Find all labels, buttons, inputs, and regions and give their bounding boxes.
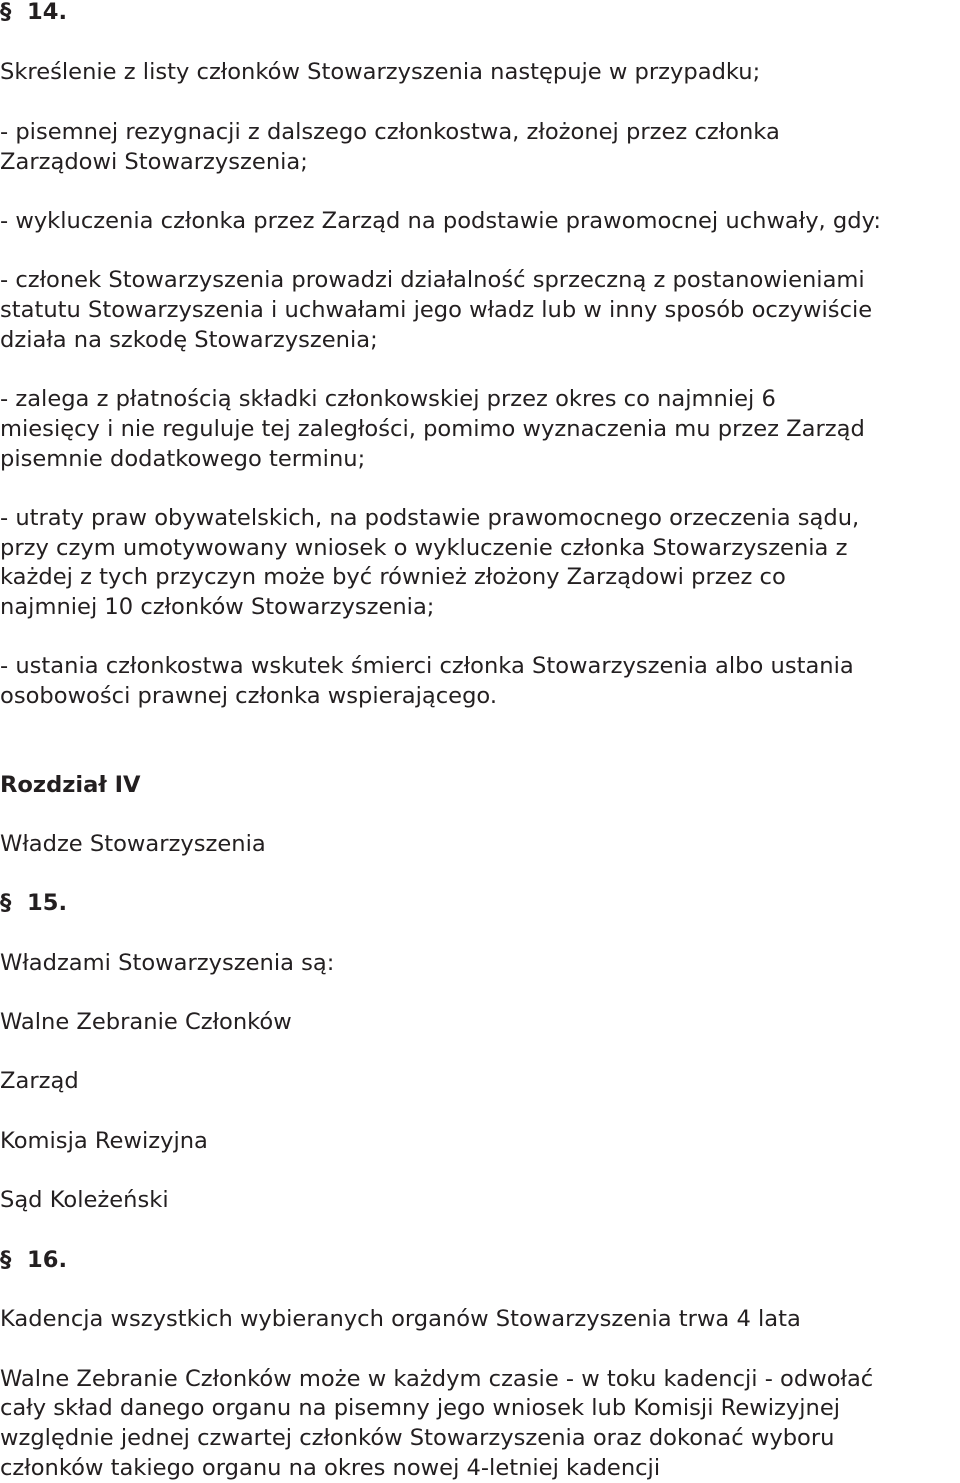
organ-item: Komisja Rewizyjna — [0, 1128, 208, 1154]
paragraph-line: najmniej 10 członków Stowarzyszenia; — [0, 594, 435, 620]
paragraph-line: - ustania członkostwa wskutek śmierci członka Stowarzyszenia albo ustania — [0, 653, 854, 679]
section-symbol: § — [0, 1247, 12, 1273]
organ-item: Walne Zebranie Członków — [0, 1009, 292, 1035]
paragraph-line: przy czym umotywowany wniosek o wykluczenie członka Stowarzyszenia z — [0, 535, 848, 561]
paragraph-line: względnie jednej czwartej członków Stowarzyszenia oraz dokonać wyboru — [0, 1425, 835, 1451]
paragraph-line: Kadencja wszystkich wybieranych organów Stowarzyszenia trwa 4 lata — [0, 1306, 801, 1332]
paragraph-line: pisemnie dodatkowego terminu; — [0, 446, 366, 472]
section-number: 14. — [27, 0, 68, 25]
paragraph-line: - utraty praw obywatelskich, na podstawie prawomocnego orzeczenia sądu, — [0, 505, 860, 531]
paragraph-line: działa na szkodę Stowarzyszenia; — [0, 327, 378, 353]
organ-item: Sąd Koleżeński — [0, 1187, 169, 1213]
paragraph-line: osobowości prawnej członka wspierającego. — [0, 683, 498, 709]
chapter-subtitle: Władze Stowarzyszenia — [0, 831, 266, 857]
paragraph-line: każdej z tych przyczyn może być również złożony Zarządowi przez co — [0, 564, 786, 590]
paragraph-line: Skreślenie z listy członków Stowarzyszenia następuje w przypadku; — [0, 59, 761, 85]
paragraph-line: miesięcy i nie reguluje tej zaległości, pomimo wyznaczenia mu przez Zarząd — [0, 416, 865, 442]
paragraph-line: członków takiego organu na okres nowej 4-letniej kadencji — [0, 1455, 661, 1481]
section-symbol: § — [0, 0, 12, 25]
section-heading-15 — [0, 888, 67, 918]
section-heading-16 — [0, 1245, 67, 1275]
section-heading-14 — [0, 0, 67, 27]
paragraph-line: - pisemnej rezygnacji z dalszego członkostwa, złożonej przez członka — [0, 119, 780, 145]
paragraph-line: Walne Zebranie Członków może w każdym czasie - w toku kadencji - odwołać — [0, 1366, 874, 1392]
paragraph-line: Władzami Stowarzyszenia są: — [0, 950, 335, 976]
section-number: 16. — [27, 1247, 68, 1273]
section-number: 15. — [27, 890, 68, 916]
paragraph-line: - zalega z płatnością składki członkowskiej przez okres co najmniej 6 — [0, 386, 776, 412]
paragraph-line: Zarządowi Stowarzyszenia; — [0, 149, 308, 175]
section-symbol: § — [0, 890, 12, 916]
paragraph-line: cały skład danego organu na pisemny jego wniosek lub Komisji Rewizyjnej — [0, 1395, 841, 1421]
chapter-title: Rozdział IV — [0, 772, 141, 798]
organ-item: Zarząd — [0, 1068, 79, 1094]
paragraph-line: - wykluczenia członka przez Zarząd na podstawie prawomocnej uchwały, gdy: — [0, 208, 881, 234]
paragraph-line: - członek Stowarzyszenia prowadzi działalność sprzeczną z postanowieniami — [0, 267, 865, 293]
paragraph-line: statutu Stowarzyszenia i uchwałami jego władz lub w inny sposób oczywiście — [0, 297, 873, 323]
